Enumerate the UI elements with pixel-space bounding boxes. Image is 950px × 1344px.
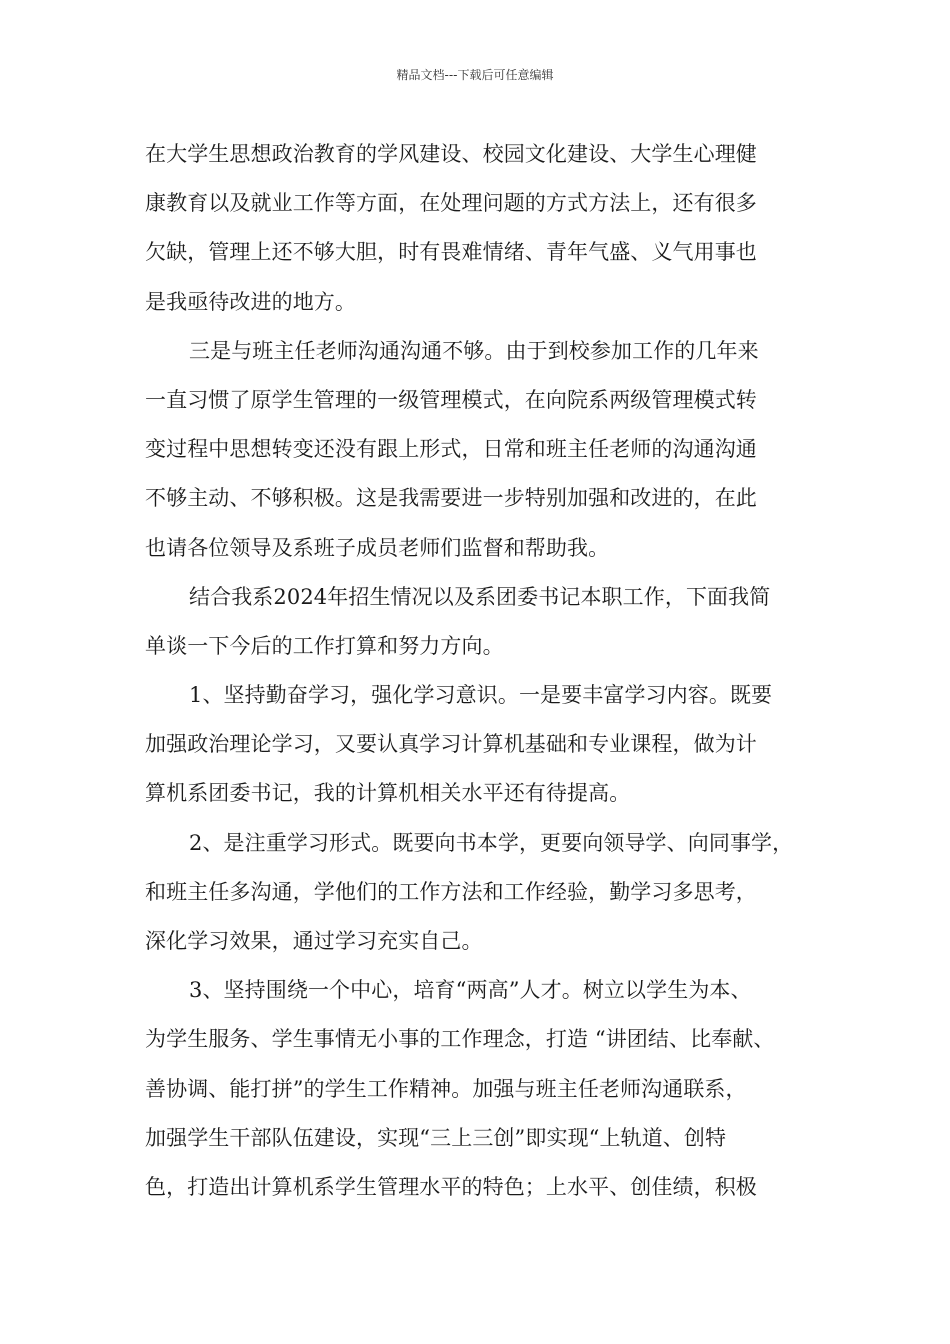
text-line: 单谈一下今后的工作打算和努力方向。 [145,633,504,658]
text-line: 也请各位领导及系班子成员老师们监督和帮助我。 [145,535,610,560]
text-line: 加强政治理论学习，又要认真学习计算机基础和专业课程，做为计 [145,732,757,757]
text-line: 欠缺，管理上还不够大胆，时有畏难情绪、青年气盛、义气用事也 [145,240,757,265]
paragraph-start-line: 三是与班主任老师沟通沟通不够。由于到校参加工作的几年来 [189,338,759,363]
text-line: 色，打造出计算机系学生管理水平的特色；上水平、创佳绩，积极 [145,1174,757,1199]
text-line: 变过程中思想转变还没有跟上形式，日常和班主任老师的沟通沟通 [145,437,757,462]
text-line: 深化学习效果，通过学习充实自己。 [145,929,483,953]
text-line: 是我亟待改进的地方。 [145,289,356,314]
text-line: 在大学生思想政治教育的学风建设、校园文化建设、大学生心理健 [145,142,757,166]
page-header: 精品文档---下载后可任意编辑 [396,68,554,82]
text-line: 康教育以及就业工作等方面，在处理问题的方式方法上，还有很多 [145,191,757,216]
document-body [145,130,815,1212]
paragraph-start-line: 结合我系2024年招生情况以及系团委书记本职工作，下面我简 [189,584,771,609]
text-line: 善协调、能打拼”的学生工作精神。加强与班主任老师沟通联系， [145,1076,747,1101]
text-line: 为学生服务、学生事情无小事的工作理念，打造 “讲团结、比奉献、 [145,1027,775,1052]
paragraph-start-line: 3、坚持围绕一个中心，培育“两高”人才。树立以学生为本、 [189,978,752,1003]
text-line: 和班主任多沟通，学他们的工作方法和工作经验，勤学习多思考， [145,879,757,904]
paragraph-start-line: 2、是注重学习形式。既要向书本学，更要向领导学、向同事学， [189,830,794,855]
text-line: 加强学生干部队伍建设，实现“三上三创”即实现“上轨道、创特 [145,1125,727,1150]
text-line: 算机系团委书记，我的计算机相关水平还有待提高。 [145,781,631,806]
paragraph-start-line: 1、坚持勤奋学习，强化学习意识。一是要丰富学习内容。既要 [189,683,773,708]
text-line: 一直习惯了原学生管理的一级管理模式，在向院系两级管理模式转 [145,387,757,412]
text-line: 不够主动、不够积极。这是我需要进一步特别加强和改进的，在此 [145,486,757,511]
